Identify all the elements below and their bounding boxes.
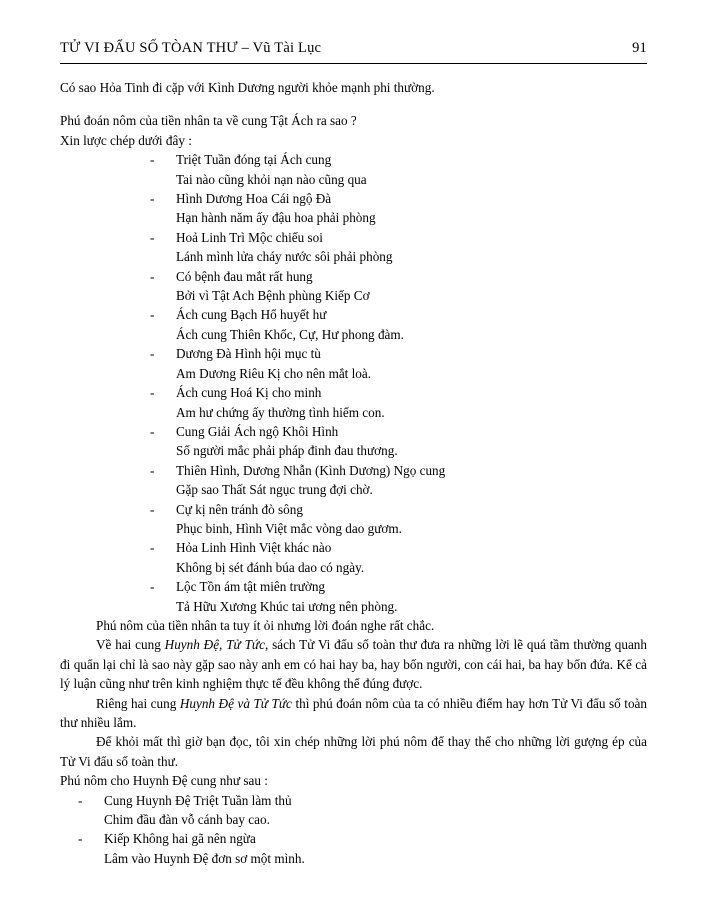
list-item <box>150 228 647 267</box>
paragraph-3: Xin lược chép dưới đây : <box>60 132 192 148</box>
verse-line-1: Cung Huynh Đệ Triệt Tuần làm thủ <box>104 792 292 808</box>
paragraph-5-italic: Huynh Đệ, Tử Tức <box>164 637 265 653</box>
list-item <box>150 538 647 577</box>
verse-line-1: Hình Dương Hoa Cái ngộ Đà <box>176 191 332 207</box>
page-header-title: TỬ VI ĐẨU SỐ TÒAN THƯ – Vũ Tài Lục <box>60 40 322 56</box>
verse-line-1: Triệt Tuần đóng tại Ách cung <box>176 152 332 168</box>
verse-line-2: Lánh mình lửa cháy nước sôi phải phòng <box>176 249 393 265</box>
verse-line-2: Bởi vì Tật Ach Bệnh phùng Kiếp Cơ <box>176 288 370 304</box>
paragraph-1: Có sao Hỏa Tinh đi cặp với Kình Dương người khỏe mạnh phi thường. <box>60 80 435 95</box>
dash-marker: - <box>150 385 155 401</box>
list-item <box>150 577 647 616</box>
verse-line-1: Cự kị nên tránh đò sông <box>176 501 303 517</box>
dash-marker: - <box>150 423 155 439</box>
paragraph-6 <box>60 694 647 733</box>
verse-line-2: Lâm vào Huynh Đệ đơn sơ một mình. <box>104 850 305 866</box>
list-item <box>78 791 647 830</box>
dash-marker: - <box>150 462 155 478</box>
list-item <box>150 189 647 228</box>
verse-line-1: Kiếp Không hai gã nên ngừa <box>104 831 256 847</box>
paragraph-6-italic: Huynh Đệ và Tử Tức <box>179 695 292 711</box>
verse-line-2: Không bị sét đánh búa dao có ngày. <box>176 559 365 575</box>
list-item <box>78 829 647 868</box>
dash-marker: - <box>150 152 155 168</box>
verse-line-1: Hỏa Linh Hình Việt khác nào <box>176 540 332 556</box>
dash-marker: - <box>150 307 155 323</box>
list-item <box>150 500 647 539</box>
paragraph-spacer <box>60 97 647 111</box>
list-item <box>150 383 647 422</box>
paragraph-5-part-a: Về hai cung <box>96 637 165 653</box>
paragraph-2: Phú đoán nôm của tiền nhân ta về cung Tật Ách ra sao ? <box>60 113 357 129</box>
verse-line-2: Phục binh, Hình Việt mắc vòng dao gươm. <box>176 520 402 536</box>
paragraph-6-part-b: thì phú đoán nôm của ta có nhiều điểm hay hơn Tử Vi đẩu số toàn thư nhiều lắm. <box>60 695 648 730</box>
verse-line-1: Ách cung Bạch Hổ huyết hư <box>176 307 327 323</box>
paragraph-4: Phú nôm của tiền nhân ta tuy ít ỏi nhưng lời đoán nghe rất chắc. <box>96 617 435 633</box>
dash-marker: - <box>150 191 155 207</box>
paragraph-5-part-b: , sách Tử Vi đẩu số toàn thư đưa ra những lời lẽ quá tầm thường quanh đi quẩn lại chỉ là sao này gặp sao này anh em có hai hay ba, hay bốn người, con cái hai, ba hay bốn đứa. Kể cả lý luận cũng như trên kinh nghiệm thực tế đều không thể đúng được. <box>60 637 647 692</box>
dash-marker: - <box>150 346 155 362</box>
verse-line-2: Gặp sao Thất Sát ngục trung đợi chờ. <box>176 482 373 498</box>
list-item <box>150 267 647 306</box>
page-header <box>60 40 647 57</box>
verse-line-2: Số người mắc phải pháp đinh đau thương. <box>176 443 398 459</box>
paragraph-6-part-a: Riêng hai cung <box>96 695 180 711</box>
verse-line-1: Có bệnh đau mắt rất hung <box>176 268 313 284</box>
page-body <box>60 78 647 868</box>
verse-line-2: Am Dương Riêu Kị cho nên mắt loà. <box>176 365 372 381</box>
page-number: 91 <box>632 40 647 56</box>
list-item <box>150 150 647 189</box>
list-item <box>150 305 647 344</box>
dash-marker: - <box>150 268 155 284</box>
verse-line-2: Tai nào cũng khỏi nạn nào cũng qua <box>176 171 367 187</box>
header-divider <box>60 63 647 64</box>
dash-marker: - <box>78 831 83 847</box>
paragraph-5 <box>60 635 647 693</box>
dash-marker: - <box>78 792 83 808</box>
dash-marker: - <box>150 540 155 556</box>
verse-line-1: Hoả Linh Trì Mộc chiếu soi <box>176 229 323 245</box>
verse-line-2: Tả Hữu Xương Khúc tai ương nên phòng. <box>176 598 398 614</box>
paragraph-7: Để khỏi mất thì giờ bạn đọc, tôi xin chép những lời phú nôm để thay thế cho những lời gượng ép của Tử Vi đẩu số toàn thư. <box>60 734 647 769</box>
dash-marker: - <box>150 229 155 245</box>
verse-list-main <box>150 150 647 616</box>
verse-line-2: Am hư chứng ấy thường tình hiểm con. <box>176 404 385 420</box>
dash-marker: - <box>150 579 155 595</box>
list-item <box>150 422 647 461</box>
verse-line-1: Thiên Hình, Dương Nhẫn (Kình Dương) Ngọ cung <box>176 462 446 478</box>
verse-line-2: Hạn hành năm ấy đậu hoa phải phòng <box>176 210 376 226</box>
verse-line-1: Dương Đà Hình hội mục tù <box>176 346 321 362</box>
verse-line-2: Ách cung Thiên Khốc, Cự, Hư phong đàm. <box>176 326 404 342</box>
dash-marker: - <box>150 501 155 517</box>
verse-line-1: Lộc Tồn ám tật miên trường <box>176 579 326 595</box>
verse-list-second <box>78 791 647 869</box>
verse-line-1: Ách cung Hoá Kị cho minh <box>176 385 322 401</box>
paragraph-8: Phú nôm cho Huynh Đệ cung như sau : <box>60 773 268 789</box>
verse-line-1: Cung Giải Ách ngộ Khôi Hình <box>176 423 339 439</box>
list-item <box>150 344 647 383</box>
verse-line-2: Chim đầu đàn vỗ cánh bay cao. <box>104 812 270 828</box>
list-item <box>150 461 647 500</box>
